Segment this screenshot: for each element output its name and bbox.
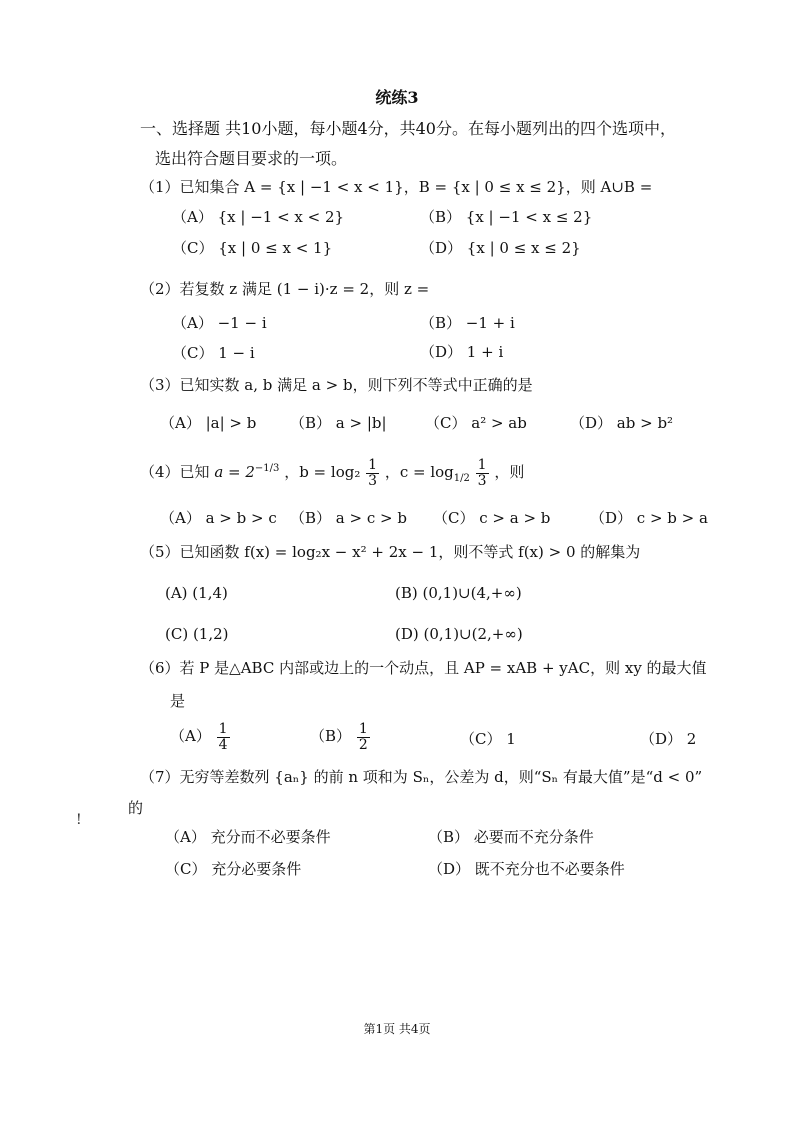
question-4-a-exponent: −1/3 [254, 463, 280, 475]
question-2-option-a: （A） −1 − i [172, 314, 267, 332]
question-3-option-b: （B） a > |b| [290, 414, 387, 432]
question-4-a-expr: a = 2 [214, 463, 255, 482]
question-2-option-b: （B） −1 + i [420, 314, 515, 332]
question-4-option-d: （D） c > b > a [590, 509, 708, 527]
question-4-stem-end: ，则 [494, 463, 525, 482]
question-4-b-expr: ，b = log₂ [284, 463, 361, 482]
question-3-option-d: （D） ab > b² [570, 414, 674, 432]
question-3-stem: （3）已知实数 a, b 满足 a > b，则下列不等式中正确的是 [140, 376, 533, 394]
question-6-option-d: （D） 2 [640, 730, 697, 748]
question-4-option-a: （A） a > b > c [160, 509, 277, 527]
question-4-c-frac-num: 1 [477, 457, 487, 473]
question-1-option-a: （A） {x | −1 < x < 2} [172, 208, 345, 226]
question-6-option-b-den: 2 [358, 736, 368, 753]
question-6-option-b-label: （B） [310, 727, 352, 746]
question-6-option-c: （C） 1 [460, 730, 516, 748]
question-5-option-c: (C) (1,2) [165, 625, 229, 643]
question-6-stem-line2: 是 [170, 692, 186, 710]
question-4-c-frac-den: 3 [477, 472, 487, 489]
question-2-option-c: （C） 1 − i [172, 344, 255, 362]
page-title: 统练3 [375, 88, 419, 107]
question-2-option-d: （D） 1 + i [420, 343, 504, 361]
question-6-option-b [310, 722, 371, 752]
question-4-c-base: 1/2 [453, 473, 470, 485]
question-6-option-b-num: 1 [358, 721, 368, 737]
question-5-option-d: (D) (0,1)∪(2,+∞) [395, 625, 523, 643]
question-6-stem-line1: （6）若 P 是△ABC 内部或边上的一个动点，且 AP = xAB + yAC，则 xy 的最大值 [140, 659, 707, 677]
question-2-stem: （2）若复数 z 满足 (1 − i)·z = 2，则 z = [140, 280, 430, 298]
question-7-option-b: （B） 必要而不充分条件 [428, 828, 594, 846]
margin-mark: ! [76, 812, 82, 828]
question-1-stem: （1）已知集合 A = {x | −1 < x < 1}，B = {x | 0 ≤ x ≤ 2}，则 A∪B = [140, 178, 653, 196]
question-6-option-a-den: 4 [218, 736, 228, 753]
section-heading-line1: 一、选择题 共10小题，每小题4分，共40分。在每小题列出的四个选项中， [140, 119, 676, 138]
question-4-option-c: （C） c > a > b [433, 509, 551, 527]
question-1-option-b: （B） {x | −1 < x ≤ 2} [420, 208, 593, 226]
question-7-option-a: （A） 充分而不必要条件 [165, 828, 331, 846]
question-6-option-a-label: （A） [170, 727, 211, 746]
question-4-stem-prefix: （4）已知 [140, 463, 210, 482]
question-7-stem-line1: （7）无穷等差数列 {aₙ} 的前 n 项和为 Sₙ，公差为 d，则“Sₙ 有最大值”是“d < 0” [140, 768, 703, 786]
question-7-stem-line2: 的 [128, 799, 144, 817]
question-4-stem [140, 458, 524, 488]
question-1-option-c: （C） {x | 0 ≤ x < 1} [172, 239, 333, 257]
question-7-option-d: （D） 既不充分也不必要条件 [428, 860, 625, 878]
question-4-c-fraction [476, 458, 489, 488]
question-4-b-frac-den: 3 [368, 472, 378, 489]
question-5-option-a: (A) (1,4) [165, 584, 228, 602]
question-4-b-frac-num: 1 [368, 457, 378, 473]
question-6-option-a [170, 722, 231, 752]
question-4-b-fraction [366, 458, 379, 488]
question-6-option-b-fraction [357, 722, 370, 752]
question-5-option-b: (B) (0,1)∪(4,+∞) [395, 584, 522, 602]
question-4-option-b: （B） a > c > b [290, 509, 407, 527]
question-3-option-c: （C） a² > ab [425, 414, 527, 432]
question-6-option-a-fraction [217, 722, 230, 752]
question-6-option-a-num: 1 [218, 721, 228, 737]
question-5-stem: （5）已知函数 f(x) = log₂x − x² + 2x − 1，则不等式 f(x) > 0 的解集为 [140, 543, 641, 561]
question-7-option-c: （C） 充分必要条件 [165, 860, 302, 878]
section-heading-line2: 选出符合题目要求的一项。 [155, 149, 348, 168]
question-4-c-expr: ，c = log [384, 463, 454, 482]
page-footer: 第1页 共4页 [363, 1022, 431, 1036]
question-3-option-a: （A） |a| > b [160, 414, 257, 432]
question-1-option-d: （D） {x | 0 ≤ x ≤ 2} [420, 239, 581, 257]
